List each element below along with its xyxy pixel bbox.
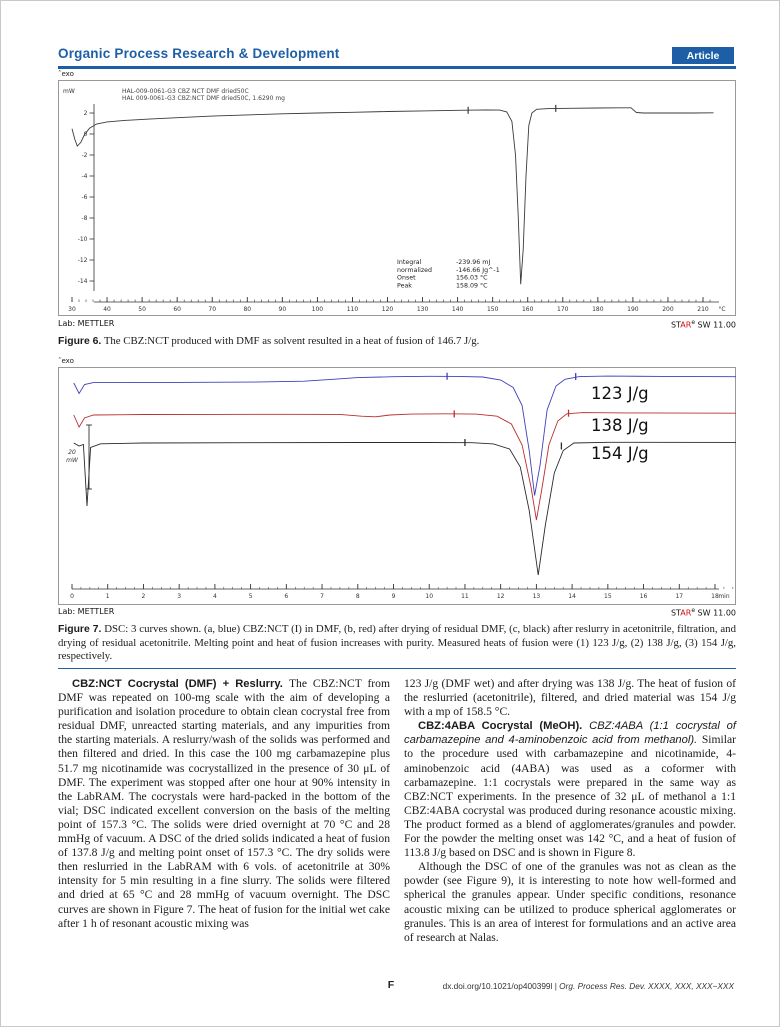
- paragraph: [58, 677, 390, 931]
- figure7-label: Figure 7.: [58, 624, 102, 635]
- y-tick-label: -4: [81, 173, 88, 181]
- x-tick-label: 110: [346, 306, 359, 313]
- x-tick-label: 17: [675, 593, 684, 600]
- dsc-curve: [72, 108, 714, 284]
- annotation-value: -146.66 Jg^-1: [456, 266, 500, 274]
- x-tick-label: 13: [532, 593, 541, 600]
- text-segment: Although the DSC of one of the granules was not as clean as the powder (see Figure 9), it is interesting to note how well-formed and spherical the granules appear. Under specific conditions, resonance acoustic mixing can be utilized to produce spherical agglomerates or granules. This is an area of interest for formulations and an active area of research at Nalas.: [404, 860, 736, 944]
- y-tick-label: -14: [77, 278, 88, 286]
- x-tick-label: 30: [68, 306, 76, 313]
- paragraph: [404, 677, 736, 719]
- x-tick-label: 16: [639, 593, 648, 600]
- scale-bar-value: 20: [68, 449, 76, 456]
- lab-label: Lab: METTLER: [58, 319, 115, 328]
- annotation-label: Onset: [397, 274, 416, 282]
- x-tick-label: 0: [70, 593, 74, 600]
- lab-label: Lab: METTLER: [58, 607, 115, 616]
- figure6-label: Figure 6.: [58, 336, 102, 347]
- x-tick-label: 6: [284, 593, 289, 600]
- x-tick-label: 70: [208, 306, 217, 313]
- x-tick-label: 190: [627, 306, 639, 313]
- heat-of-fusion-label: 138 J/g: [591, 416, 649, 435]
- y-axis-unit: mW: [63, 88, 75, 95]
- x-tick-label: 160: [521, 306, 534, 313]
- x-tick-label: 170: [557, 306, 569, 313]
- annotation-value: 156.03 °C: [456, 274, 488, 282]
- text-segment: CBZ:4ABA (1:1 cocrystal of carbamazepine and 4-aminobenzoic acid from methanol).: [404, 720, 736, 747]
- x-tick-label: 150: [486, 306, 499, 313]
- y-tick-label: -8: [81, 215, 88, 223]
- paragraph: [404, 860, 736, 945]
- x-tick-label: 10: [425, 593, 434, 600]
- text-segment: CBZ:4ABA Cocrystal (MeOH).: [418, 720, 590, 733]
- y-tick-label: -2: [81, 152, 88, 160]
- x-tick-label: 2: [141, 593, 146, 600]
- x-tick-label: 8: [355, 593, 360, 600]
- y-tick-label: 2: [83, 110, 88, 118]
- x-tick-label: 12: [496, 593, 505, 600]
- exo-axis-label: ˆexo: [58, 357, 74, 365]
- x-tick-label: 80: [243, 306, 252, 313]
- text-segment: Similar to the procedure used with carbamazepine and nicotinamide, 4-aminobenzoic acid (4ABA) was used as a coformer with carbamazepine. 1:1 cocrystals were prepared in the same way as CBZ:NCT experiments. In the presence of 32 μL of methanol a 1:1 CBZ:4ABA cocrystal was produced during resonance acoustic mixing. The product formed as a blend of agglomerates/granules and powder. For the powder the melting onset was 142 °C, and a heat of fusion of 113.8 J/g based on DSC and is shown in Figure 8.: [404, 733, 736, 860]
- software-label: STAR$^e$ SW 11.00: [670, 607, 736, 618]
- x-tick-label: 14: [568, 593, 576, 600]
- y-tick-label: -12: [77, 257, 88, 265]
- x-tick-label: 100: [311, 306, 324, 313]
- annotation-label: Integral: [397, 259, 422, 266]
- x-tick-label: 3: [177, 593, 182, 600]
- y-tick-label: -10: [77, 236, 88, 244]
- sample-info-line: HAL-009-0061-G3 CBZ NCT DMF dried50C: [122, 88, 249, 95]
- annotation-value: 158.09 °C: [456, 282, 488, 290]
- x-tick-label: 18: [711, 593, 719, 600]
- exo-axis-label: ˆexo: [58, 70, 74, 78]
- x-tick-label: 11: [461, 593, 469, 600]
- article-badge: Article: [672, 47, 734, 64]
- body-left-column: [58, 677, 390, 931]
- x-tick-label: 200: [662, 306, 674, 313]
- x-tick-label: 140: [451, 306, 464, 313]
- paragraph: [404, 719, 736, 860]
- x-axis-unit: min: [718, 593, 730, 600]
- header-rule: [58, 66, 736, 69]
- x-tick-label: 1: [105, 593, 110, 600]
- x-tick-label: 180: [592, 306, 604, 313]
- x-axis-unit: °C: [718, 306, 726, 313]
- x-tick-label: 15: [604, 593, 612, 600]
- journal-title: Organic Process Research & Development: [58, 46, 340, 61]
- page-number: F: [387, 979, 395, 991]
- x-tick-label: 130: [416, 306, 429, 313]
- x-tick-label: 120: [381, 306, 394, 313]
- x-tick-label: 4: [212, 593, 217, 600]
- annotation-label: Peak: [397, 282, 412, 290]
- figure7-caption: Figure 7. DSC: 3 curves shown. (a, blue) CBZ:NCT (I) in DMF, (b, red) after drying of residual DMF, (c, black) after reslurry in acetonitrile, filtration, and drying of residual acetonitrile. Melting point and heat of fusion increases with purity. Measured heats of fusion were (1) 123 J/g, (2) 138 J/g, (3) 154 J/g, respectively.: [58, 623, 736, 663]
- y-tick-label: -6: [81, 194, 88, 202]
- y-tick-label: 0: [83, 131, 88, 139]
- dsc-chart-figure7: [58, 367, 736, 605]
- heat-of-fusion-label: 154 J/g: [591, 444, 649, 463]
- annotation-label: normalized: [397, 266, 432, 274]
- scale-bar-unit: mW: [66, 457, 78, 464]
- x-tick-label: 7: [320, 593, 324, 600]
- chart-frame: [59, 368, 736, 605]
- dsc-chart-figure6: [58, 80, 736, 316]
- software-label: STAR$^e$ SW 11.00: [670, 319, 736, 330]
- text-segment: CBZ:NCT Cocrystal (DMF) + Reslurry.: [72, 678, 289, 690]
- doi-citation: dx.doi.org/10.1021/op400399l | Org. Process Res. Dev. XXXX, XXX, XXX−XXX: [442, 981, 734, 991]
- sample-info-line: HAL 009-0061-G3 CBZ:NCT DMF dried50C, 1.6290 mg: [122, 95, 285, 103]
- body-right-column: [404, 677, 736, 945]
- x-tick-label: 60: [173, 306, 181, 313]
- instrument-footer-row: [58, 607, 736, 618]
- x-tick-label: 9: [391, 593, 396, 600]
- x-tick-label: 210: [697, 306, 709, 313]
- section-divider: [58, 668, 736, 669]
- x-tick-label: 90: [278, 306, 287, 313]
- x-tick-label: 50: [138, 306, 146, 313]
- annotation-value: -239.96 mJ: [456, 259, 491, 266]
- heat-of-fusion-label: 123 J/g: [591, 384, 649, 403]
- instrument-footer-row: [58, 319, 736, 330]
- x-tick-label: 5: [248, 593, 253, 600]
- x-tick-label: 40: [103, 306, 111, 313]
- text-segment: 123 J/g (DMF wet) and after drying was 138 J/g. The heat of fusion of the reslurried (acetonitrile), filtered, and dried material was 154 J/g with a mp of 158.5 °C.: [404, 677, 736, 719]
- text-segment: The CBZ:NCT from DMF was repeated on 100-mg scale with the aim of developing a purification and isolation procedure to obtain clean cocrystal free from residual DMF, unreacted starting materials, and any impurities from the starting materials. A reslurry/wash of the solids was performed and then filtered and dried. In this case the 100 mg carbamazepine plus 51.7 mg nicotinamide was cocrystallized in the presence of 30 μL of DMF. The experiment was stopped after one hour at 90% intensity in the LabRAM. The cocrystals were hard-packed in the bottom of the vial; DSC indicated excellent conversion on the basis of the melting point of 157.3 °C. The solids were dried overnight at 70 °C and 28 mmHg of vacuum. A DSC of the dried solids indicated a heat of fusion of 137.8 J/g and melting point onset of 157.3 °C. The dry solids were then reslurried in the LabRAM with 6 vols. of acetonitrile at 30% intensity for 5 min resulting in a fine slurry. The solids were filtered and dried at 65 °C and 28 mmHg of vacuum overnight. The DSC curves are shown in Figure 7. The heat of fusion for the initial wet cake after 1 h of resonant acoustic mixing was: [58, 677, 390, 930]
- figure6-caption: Figure 6. The CBZ:NCT produced with DMF as solvent resulted in a heat of fusion of 146.7 J/g.: [58, 335, 480, 347]
